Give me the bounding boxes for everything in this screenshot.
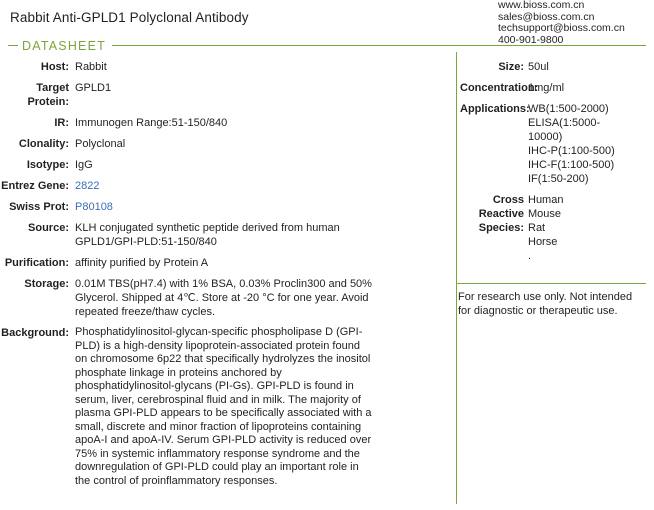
field-target-protein [0,81,452,109]
field-concentration [460,81,650,95]
species-mouse: Mouse [528,208,562,220]
field-value: Phosphatidylinositol-glycan-specific phospholipase D (GPI-PLD) is a high-density lipoprotein-associated protein found on chromosome 6p22 that specifically hydrolyzes the inositol phosphate linkage in proteins anchored by phosphatidylinositol-glycans (PI-Gs). GPI-PLD is found in serum, liver, cerebrospinal fluid and in milk. The majority of plasma GPI-PLD appears to be specifically associated with a small, discrete and minor fraction of lipoproteins containing apoA-I and apoA-IV. Serum GPI-PLD activity is reduced over 75% in systemic inflammatory response syndrome and the downregulation of GPI-PLD could play an important role in the control of proinflammatory responses. [75,326,372,487]
field-value: Rabbit [75,61,107,73]
entrez-gene-link[interactable]: 2822 [75,180,100,192]
field-value: Immunogen Range:51-150/840 [75,117,228,129]
field-label: Host: [40,61,69,73]
section-label-datasheet: DATASHEET [18,39,112,53]
species-rat: Rat [528,222,546,234]
field-label: Source: [28,222,69,234]
application-elisa-cont: 10000) [528,131,563,143]
right-column [460,60,650,270]
species-extra: . [528,250,532,262]
field-storage [0,277,452,319]
field-value [72,179,375,193]
field-value: GPLD1 [75,82,112,94]
application-elisa: ELISA(1:5000- [528,117,601,129]
field-label: Applications: [460,103,530,115]
field-label: Purification: [4,257,69,269]
field-value: Polyclonal [75,138,126,150]
contact-website: www.bioss.com.cn [498,0,585,11]
field-host [0,60,452,74]
size-value: 50ul [528,61,549,73]
field-label: Entrez Gene: [1,180,69,192]
contact-support-email: techsupport@bioss.com.cn [498,22,625,34]
field-value [72,200,375,214]
field-label: Background: [1,327,69,339]
field-value: IgG [75,159,93,171]
field-ir [0,116,452,130]
field-label: Concentration: [460,82,539,94]
field-label: Isotype: [26,159,69,171]
field-label: Clonality: [18,138,69,150]
field-label: IR: [54,117,69,129]
field-label: Storage: [24,278,69,290]
species-human: Human [528,194,564,206]
field-value [526,81,650,95]
field-label: Size: [498,61,524,73]
field-value: affinity purified by Protein A [75,257,209,269]
right-column-divider [457,283,646,284]
field-value: 0.01M TBS(pH7.4) with 1% BSA, 0.03% Proclin300 and 50% Glycerol. Shipped at 4℃. Store at -20 °C for one year. Avoid repeated freeze/thaw cycles. [75,278,372,318]
species-horse: Horse [528,236,558,248]
field-value [526,102,650,186]
field-source [0,221,452,249]
field-label: Swiss Prot: [9,201,69,213]
application-ihc-p: IHC-P(1:100-500) [528,145,615,157]
field-swiss-prot [0,200,452,214]
application-ihc-f: IHC-F(1:100-500) [528,159,615,171]
field-value [526,60,650,74]
swiss-prot-link[interactable]: P80108 [75,201,113,213]
field-purification [0,256,452,270]
field-applications [460,102,650,186]
contact-block [498,0,625,46]
field-entrez-gene [0,179,452,193]
contact-phone: 400-901-9800 [498,33,564,46]
research-use-disclaimer: For research use only. Not intended for diagnostic or therapeutic use. [458,291,633,317]
field-clonality [0,137,452,151]
field-value [526,193,650,263]
page-title: Rabbit Anti-GPLD1 Polyclonal Antibody [10,10,249,25]
left-column [0,60,452,495]
field-size [460,60,650,74]
field-background [0,326,452,488]
contact-sales-email: sales@bioss.com.cn [498,10,595,23]
application-wb: WB(1:500-2000) [528,103,609,115]
field-isotype [0,158,452,172]
concentration-value: 1mg/ml [528,82,565,94]
field-label: Target Protein: [27,82,69,108]
field-value: KLH conjugated synthetic peptide derived from human GPLD1/GPI-PLD:51-150/840 [75,222,340,248]
application-if: IF(1:50-200) [528,173,589,185]
field-cross-reactive-species [460,193,650,263]
field-label: Cross Reactive Species: [478,194,524,234]
column-divider [456,52,457,504]
